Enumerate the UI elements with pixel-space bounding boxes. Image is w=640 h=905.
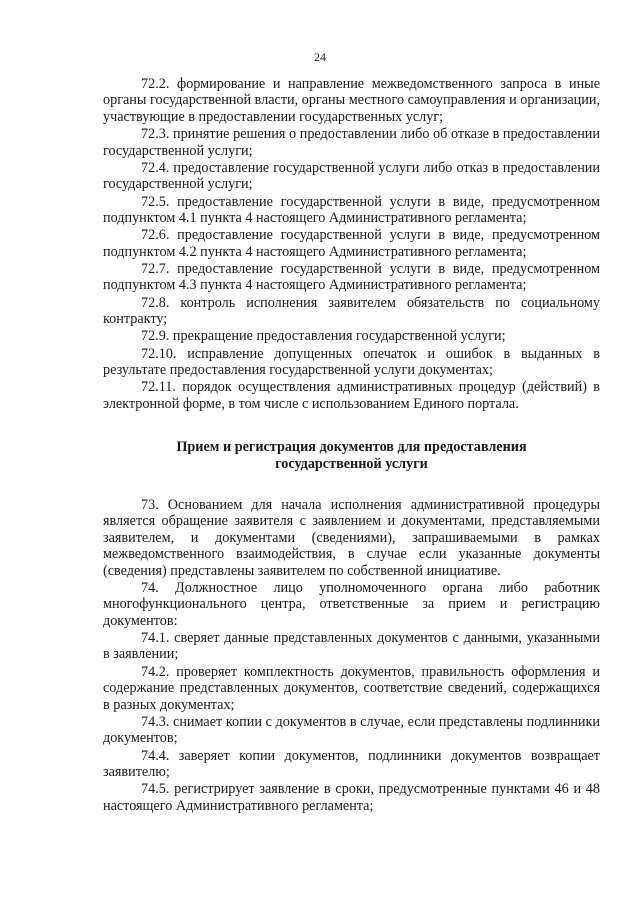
paragraph-74-5: 74.5. регистрирует заявление в сроки, предусмотренные пунктами 46 и 48 настоящего Административного регламента; <box>103 781 600 814</box>
paragraph-74-1: 74.1. сверяет данные представленных документов с данными, указанными в заявлении; <box>103 629 600 663</box>
section-heading <box>103 439 600 472</box>
paragraph-72-5: 72.5. предоставление государственной услуги в виде, предусмотренном подпунктом 4.1 пункта 4 настоящего Административного регламента; <box>103 193 600 226</box>
paragraph-72-11: 72.11. порядок осуществления административных процедур (действий) в электронной форме, в том числе с использованием Единого портала. <box>103 379 600 412</box>
paragraph-72-6: 72.6. предоставление государственной услуги в виде, предусмотренном подпунктом 4.2 пункта 4 настоящего Административного регламента; <box>103 227 600 260</box>
paragraph-74: 74. Должностное лицо уполномоченного органа либо работник многофункционального центра, ответственные за прием и регистрацию документов: <box>103 579 600 629</box>
section-heading-line-1: Прием и регистрация документов для предоставления <box>176 439 527 456</box>
paragraph-72-7: 72.7. предоставление государственной услуги в виде, предусмотренном подпунктом 4.3 пункта 4 настоящего Административного регламента; <box>103 260 600 294</box>
paragraph-72-9: 72.9. прекращение предоставления государственной услуги; <box>141 328 506 345</box>
paragraph-72-2: 72.2. формирование и направление межведомственного запроса в иные органы государственной власти, органы местного самоуправления и организации, участвующие в предоставлении государственных услуг; <box>103 76 600 125</box>
paragraph-72-4: 72.4. предоставление государственной услуги либо отказ в предоставлении государственной услуги; <box>103 159 600 193</box>
paragraph-72-10: 72.10. исправление допущенных опечаток и ошибок в выданных в результате предоставления государственной услуги документах; <box>103 345 600 379</box>
paragraph-72-8: 72.8. контроль исполнения заявителем обязательств по социальному контракту; <box>103 294 600 328</box>
section-heading-line-2: государственной услуги <box>275 455 428 472</box>
paragraph-74-3: 74.3. снимает копии с документов в случае, если представлены подлинники документов; <box>103 713 600 747</box>
paragraph-73: 73. Основанием для начала исполнения административной процедуры является обращение заявителя с заявлением и документами, представляемыми заявителем, и документами (сведениями), запрашиваемыми в рамках межведомственного взаимодействия, в случае если указанные документы (сведения) представлены заявителем по собственной инициативе. <box>103 496 600 579</box>
document-body <box>103 76 600 814</box>
page-number: 24 <box>314 50 326 64</box>
paragraph-72-3: 72.3. принятие решения о предоставлении либо об отказе в предоставлении государственной услуги; <box>103 126 600 159</box>
paragraph-74-2: 74.2. проверяет комплектность документов, правильность оформления и содержание представленных документов, соответствие сведений, содержащихся в разных документах; <box>103 663 600 713</box>
paragraph-74-4: 74.4. заверяет копии документов, подлинники документов возвращает заявителю; <box>103 747 600 780</box>
